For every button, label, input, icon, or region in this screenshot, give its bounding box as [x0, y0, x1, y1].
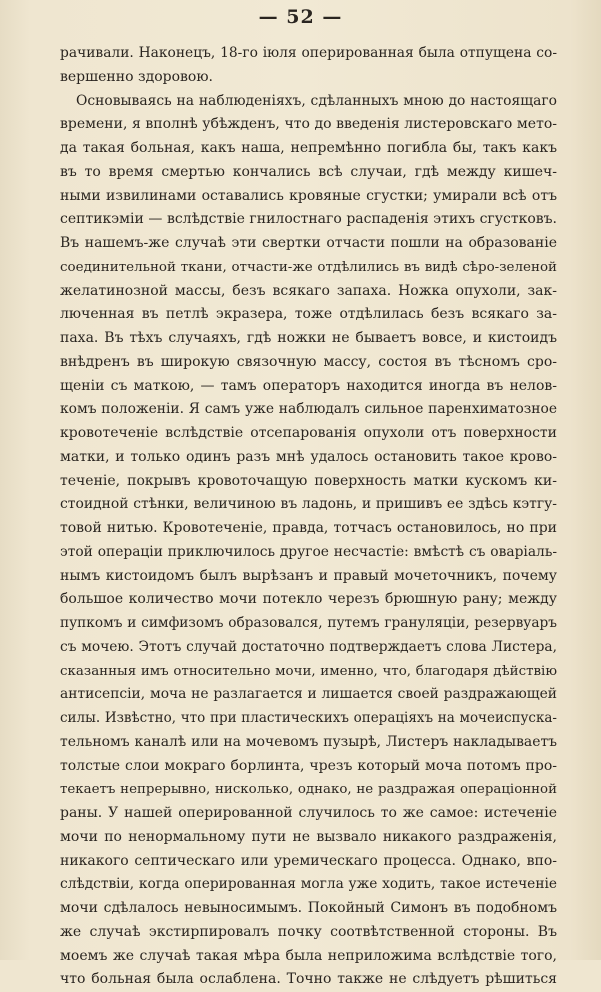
text-line: щеніи съ маткою, — тамъ операторъ находится иногда въ нелов- [60, 377, 557, 394]
text-line: товой нитью. Кровотеченіе, правда, тотчасъ остановилось, но при [60, 520, 557, 536]
text-line: септикэміи — вслѣдствіе гнилостнаго распаденія этихъ сгустковъ. [60, 211, 557, 228]
text-line: мочи сдѣлалось невыносимымъ. Покойный Симонъ въ подобномъ [60, 900, 557, 916]
text-line: въ то время смертью кончались всѣ случаи, гдѣ между кишеч- [60, 163, 557, 180]
text-line: комъ положеніи. Я самъ уже наблюдалъ сильное паренхиматозное [60, 401, 557, 418]
text-line: Въ нашемъ-же случаѣ эти свертки отчасти пошли на образованіе [60, 235, 557, 251]
text-line: этой операціи приключилось другое несчастіе: вмѣстѣ съ оваріаль- [60, 543, 557, 560]
text-line: кровотеченіе вслѣдствіе отсепарованія опухоли отъ поверхности [60, 425, 557, 441]
text-line: мочи по ненормальному пути не вызвало никакого раздраженія, [60, 828, 557, 845]
text-line: ными извилинами оставались кровяные сгустки; умирали всѣ отъ [60, 187, 557, 204]
text-line: силы. Извѣстно, что при пластическихъ операціяхъ на мочеиспуска- [60, 710, 557, 726]
body-text [60, 42, 557, 992]
text-line: слѣдствіи, когда оперированная могла уже ходить, такое истеченіе [60, 876, 557, 893]
text-line: рачивали. Наконецъ, 18-го іюля оперированная была отпущена со- [60, 45, 557, 61]
text-line: Основываясь на наблюденіяхъ, сдѣланныхъ мною до настоящаго [76, 92, 557, 109]
text-line: желатинозной массы, безъ всякаго запаха. Ножка опухоли, зак- [60, 282, 557, 299]
text-line: люченная въ петлѣ экразера, тоже отдѣлилась безъ всякаго за- [60, 306, 557, 323]
text-line: моемъ же случаѣ такая мѣра была неприложима вслѣдствіе того, [60, 947, 557, 964]
text-line: толстые слои мокраго борлинта, чрезъ который моча потомъ про- [60, 757, 557, 774]
text-line: же случаѣ экстирпировалъ почку соотвѣтственной стороны. Въ [60, 923, 557, 940]
text-line: вершенно здоровою. [60, 68, 213, 85]
page-number: — 52 — [258, 6, 343, 28]
text-line: нымъ кистоидомъ былъ вырѣзанъ и правый мочеточникъ, почему [60, 567, 557, 584]
text-line: матки, и только одинъ разъ мнѣ удалось остановить такое крово- [60, 448, 557, 465]
text-line: большое количество мочи потекло черезъ брюшную рану; между [60, 591, 557, 608]
text-line: что больная была ослаблена. Точно также не слѣдуетъ рѣшиться [60, 971, 557, 988]
text-line: теченіе, покрывъ кровоточащую поверхность матки кускомъ ки- [60, 472, 557, 489]
text-line: соединительной ткани, отчасти-же отдѣлились въ видѣ сѣро-зеленой [60, 259, 557, 275]
text-line: пупкомъ и симфизомъ образовался, путемъ грануляціи, резервуаръ [60, 615, 557, 631]
text-line: антисепсіи, моча не разлагается и лишается своей раздражающей [60, 686, 557, 703]
text-line: никакого септическаго или уремическаго процесса. Однако, впо- [60, 852, 557, 869]
text-line: паха. Въ тѣхъ случаяхъ, гдѣ ножки не бываетъ вовсе, и кистоидъ [60, 330, 557, 346]
text-line: внѣдренъ въ широкую связочную массу, состоя въ тѣсномъ сро- [60, 353, 557, 370]
text-line: сказанныя имъ относительно мочи, именно, что, благодаря дѣйствію [60, 663, 557, 679]
text-line: раны. У нашей оперированной случилось то же самое: истеченіе [60, 805, 557, 821]
text-line: стоидной стѣнки, величиною въ ладонь, и пришивъ ее здѣсь кэтгу- [60, 496, 557, 513]
text-line: текаетъ непрерывно, нисколько, однако, не раздражая операціонной [60, 782, 557, 798]
text-line: да такая больная, какъ наша, непремѣнно погибла бы, такъ какъ [60, 140, 557, 156]
text-line: времени, я вполнѣ убѣжденъ, что до введенія листеровскаго мето- [60, 116, 557, 133]
text-line: тельномъ каналѣ или на мочевомъ пузырѣ, Листеръ накладываетъ [60, 733, 557, 750]
text-line: съ мочею. Этотъ случай достаточно подтверждаетъ слова Листера, [60, 638, 557, 655]
